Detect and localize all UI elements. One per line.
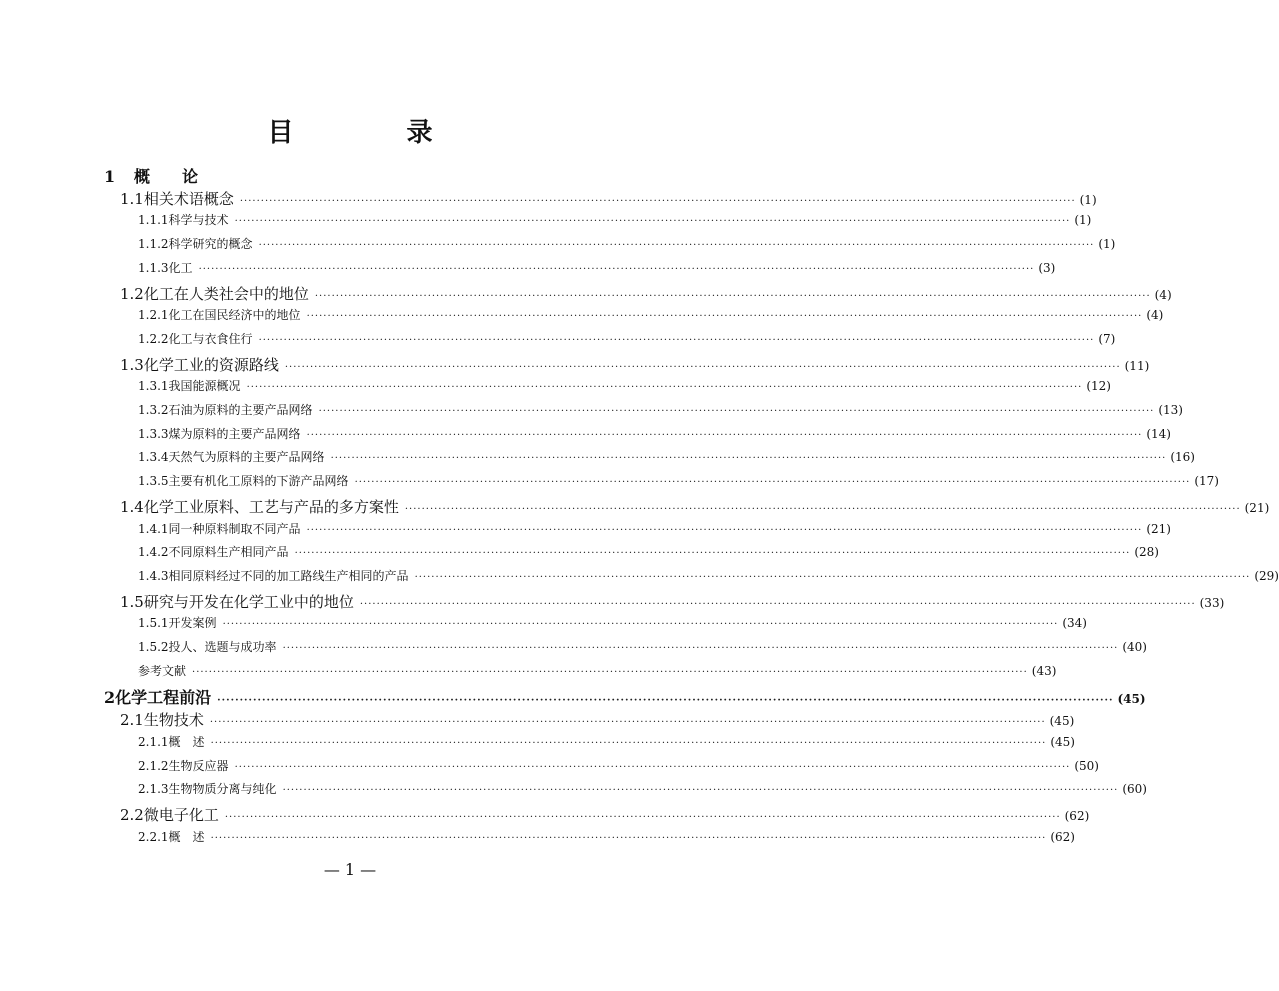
toc-entry-page: (4) xyxy=(1146,308,1164,323)
toc-entry-number: 1.5.1 xyxy=(138,616,169,631)
toc-entry-page: (16) xyxy=(1170,450,1195,465)
toc-entry-label: 研究与开发在化学工业中的地位 xyxy=(143,592,354,611)
toc-entry-number: 1.2.1 xyxy=(138,308,169,323)
leader-dots: ········································································································································································································ xyxy=(246,382,1083,394)
toc-entry-number: 1.5 xyxy=(120,592,144,611)
toc-entry-number: 2.1.2 xyxy=(138,758,169,773)
toc-entry-page: (17) xyxy=(1194,474,1219,489)
toc-entry[interactable] xyxy=(138,211,1092,235)
toc-entry-page: (21) xyxy=(1244,500,1270,515)
toc-entry[interactable] xyxy=(138,567,1279,591)
toc-entry-number: 2.1 xyxy=(120,711,144,730)
toc-entry[interactable] xyxy=(120,496,1270,520)
toc-entry[interactable] xyxy=(120,804,1090,828)
leader-dots: ········································································································································································································ xyxy=(306,311,1143,323)
toc-entry-number: 1.1.3 xyxy=(138,260,169,275)
toc-entry[interactable] xyxy=(138,614,1087,638)
toc-entry[interactable] xyxy=(138,638,1147,662)
toc-entry-label: 化学工业的资源路线 xyxy=(143,355,279,374)
leader-dots: ········································································································································································································ xyxy=(330,453,1167,465)
toc-entry[interactable] xyxy=(138,448,1195,472)
toc-entry-label: 科学研究的概念 xyxy=(168,237,253,252)
toc-entry[interactable] xyxy=(104,164,594,188)
toc-entry-label: 化工与衣食住行 xyxy=(168,331,253,346)
toc-entry-number: 1.3 xyxy=(120,355,144,374)
toc-entry-number: 2.1.1 xyxy=(138,734,169,749)
toc-entry[interactable] xyxy=(138,472,1219,496)
toc-entry-page: (28) xyxy=(1134,545,1159,560)
leader-dots: ········································································································································································································ xyxy=(294,548,1131,560)
toc-entry-label: 生物技术 xyxy=(143,711,204,730)
page-title: 目 录 xyxy=(267,118,485,148)
toc-entry-number: 1 xyxy=(104,167,116,186)
toc-entry-page: (62) xyxy=(1064,808,1090,823)
toc-entry-label: 生物反应器 xyxy=(168,758,229,773)
toc-entry-label: 主要有机化工原料的下游产品网络 xyxy=(168,474,349,489)
toc-entry-page: (1) xyxy=(1079,192,1097,207)
leader-dots: ········································································································································································································ xyxy=(314,290,1151,302)
leader-dots: ········································································································································································································ xyxy=(404,503,1241,515)
toc-entry-page: (43) xyxy=(1031,663,1057,678)
toc-entry-page: (1) xyxy=(1098,237,1116,252)
toc-entry[interactable] xyxy=(104,685,1146,709)
leader-dots: ········································································································································································································ xyxy=(234,761,1071,773)
toc-entry-page: (60) xyxy=(1122,782,1147,797)
toc-entry-number: 1.3.1 xyxy=(138,379,169,394)
toc-entry-page: (21) xyxy=(1146,521,1171,536)
toc-entry-number: 1.3.4 xyxy=(138,450,169,465)
page-number: — 1 — xyxy=(323,860,377,879)
toc-entry-label: 概 论 xyxy=(134,167,199,186)
leader-dots: ········································································································································································································ xyxy=(306,429,1143,441)
toc-entry-label: 我国能源概况 xyxy=(168,379,241,394)
toc-entry-label: 化学工业原料、工艺与产品的多方案性 xyxy=(143,497,399,516)
toc-entry-label: 同一种原料制取不同产品 xyxy=(168,521,301,536)
toc-entry-label: 相关术语概念 xyxy=(143,189,234,208)
toc-entry-number: 1.4.1 xyxy=(138,521,169,536)
toc-entry-page: (45) xyxy=(1049,714,1075,729)
toc-entry-number: 1.5.2 xyxy=(138,640,169,654)
toc-entry-number: 1.1 xyxy=(120,189,144,208)
toc-entry-number: 1.4.3 xyxy=(138,568,169,583)
toc-entry-label: 概 述 xyxy=(168,734,205,749)
leader-dots: ········································································································································································································ xyxy=(210,832,1047,844)
toc-entry-label: 煤为原料的主要产品网络 xyxy=(168,426,301,441)
toc-entry-number: 1.1.1 xyxy=(138,213,169,228)
leader-dots: ········································································································································································································ xyxy=(234,216,1071,228)
toc-entry-label: 不同原料生产相同产品 xyxy=(168,545,289,560)
leader-dots: ········································································································································································································ xyxy=(282,785,1119,797)
toc-entry[interactable] xyxy=(138,235,1116,259)
leader-dots: ········································································································································································································ xyxy=(354,477,1191,489)
toc-entry-page: (4) xyxy=(1154,287,1172,302)
leader-dots: ········································································································································································································ xyxy=(210,737,1047,749)
toc-entry-page: (3) xyxy=(1038,260,1056,275)
toc-entry[interactable] xyxy=(120,591,1225,615)
toc-entry-number: 2.2.1 xyxy=(138,829,169,844)
leader-dots: ········································································································································································································ xyxy=(198,263,1035,275)
toc-entry-page: (40) xyxy=(1122,640,1147,654)
toc-entry-label: 投人、选题与成功率 xyxy=(168,640,277,654)
toc-entry-page: (45) xyxy=(1117,692,1146,707)
toc-entry-number: 1.2.2 xyxy=(138,331,169,346)
toc-entry[interactable] xyxy=(120,709,1075,733)
toc-entry[interactable] xyxy=(138,757,1099,781)
leader-dots: ········································································································································································································ xyxy=(258,240,1095,252)
leader-dots: ········································································································································································································ xyxy=(258,334,1095,346)
toc-entry-label: 科学与技术 xyxy=(168,213,229,228)
leader-dots: ········································································································································································································ xyxy=(282,643,1119,654)
leader-dots: ········································································································································································································ xyxy=(359,598,1196,610)
toc-entry-label: 参考文献 xyxy=(138,663,187,678)
toc-entry-number: 1.4 xyxy=(120,497,144,516)
toc-entry-page: (34) xyxy=(1062,616,1087,631)
toc-entry-label: 化工在国民经济中的地位 xyxy=(168,308,301,323)
leader-dots: ········································································································································································································ xyxy=(224,811,1061,823)
toc-entry-number: 1.4.2 xyxy=(138,545,169,560)
leader-dots: ········································································································································································································ xyxy=(222,619,1059,631)
leader-dots: ········································································································································································································ xyxy=(209,717,1046,729)
toc-entry-number: 1.2 xyxy=(120,284,144,303)
toc-entry[interactable] xyxy=(138,306,1164,330)
toc-entry[interactable] xyxy=(138,520,1171,544)
toc-entry-page: (1) xyxy=(1074,213,1092,228)
toc-entry-number: 1.3.3 xyxy=(138,426,169,441)
toc-entry-label: 概 述 xyxy=(168,829,205,844)
toc-entry[interactable] xyxy=(138,377,1111,401)
toc-entry-page: (11) xyxy=(1124,358,1150,373)
toc-entry-page: (50) xyxy=(1074,758,1099,773)
toc-entry-label: 开发案例 xyxy=(168,616,217,631)
toc-entry-page: (29) xyxy=(1254,568,1279,583)
toc-entry[interactable] xyxy=(138,828,1075,852)
toc-entry-page: (62) xyxy=(1050,829,1075,844)
toc-entry-page: (13) xyxy=(1158,403,1183,417)
toc-entry[interactable] xyxy=(138,543,1159,567)
toc-entry-page: (45) xyxy=(1050,734,1075,749)
toc-entry-page: (33) xyxy=(1199,595,1225,610)
toc-entry-label: 化工 xyxy=(168,260,193,275)
toc-entry-number: 1.1.2 xyxy=(138,237,169,252)
leader-dots: ········································································································································································································ xyxy=(318,406,1155,417)
toc-entry-label: 石油为原料的主要产品网络 xyxy=(168,403,313,417)
leader-dots: ········································································································································································································ xyxy=(284,361,1121,373)
toc-entry-number: 2.1.3 xyxy=(138,782,169,797)
toc-entry[interactable] xyxy=(138,733,1075,757)
toc-entry[interactable] xyxy=(120,283,1172,307)
toc-entry-page: (12) xyxy=(1086,379,1111,394)
toc-entry[interactable] xyxy=(138,662,1057,686)
toc-entry[interactable] xyxy=(138,780,1147,804)
toc-entry-number: 2.2 xyxy=(120,805,144,824)
toc-entry-label: 微电子化工 xyxy=(143,805,219,824)
leader-dots: ········································································································································································································ xyxy=(414,571,1251,583)
leader-dots: ········································································································································································································ xyxy=(217,695,1114,707)
toc-entry[interactable] xyxy=(138,401,1183,425)
toc-entry-label: 天然气为原料的主要产品网络 xyxy=(168,450,325,465)
toc-entry-number: 1.3.5 xyxy=(138,474,169,489)
leader-dots: ········································································································································································································ xyxy=(239,195,1076,207)
toc-entry-label: 相同原料经过不同的加工路线生产相同的产品 xyxy=(168,568,409,583)
toc-entry[interactable] xyxy=(138,425,1171,449)
leader-dots: ········································································································································································································ xyxy=(192,666,1028,678)
toc-entry-label: 化工在人类社会中的地位 xyxy=(143,284,309,303)
toc-entry[interactable] xyxy=(138,330,1116,354)
leader-dots: ········································································································································································································ xyxy=(306,524,1143,536)
toc-entry[interactable] xyxy=(120,354,1150,378)
toc-entry-label: 生物物质分离与纯化 xyxy=(168,782,277,797)
toc-entry-page: (14) xyxy=(1146,426,1171,441)
toc-entry-label: 化学工程前沿 xyxy=(115,688,212,708)
toc-entry-number: 1.3.2 xyxy=(138,403,169,417)
toc-entry[interactable] xyxy=(138,259,1056,283)
toc-entry[interactable] xyxy=(120,188,1097,212)
toc-entry-page: (7) xyxy=(1098,331,1116,346)
toc-entry-number: 2 xyxy=(104,688,116,708)
